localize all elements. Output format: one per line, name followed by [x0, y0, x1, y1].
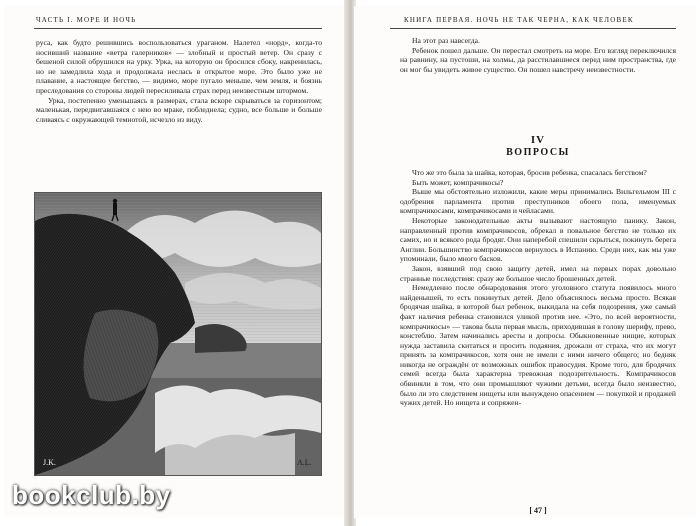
right-paragraph: Быть может, компрачикосы?: [412, 177, 504, 187]
engraving-illustration: [34, 192, 322, 476]
right-paragraph: Выше мы обстоятельно изложили, какие меры принимались Вильгельмом III с одобрения парламента против преступников обоего пола, именуемых компрачикосами, компрачикосами и чейласами.: [400, 187, 676, 216]
site-watermark: bookclub.by: [12, 480, 171, 510]
left-running-head: ЧАСТЬ I. МОРЕ И НОЧЬ: [36, 16, 137, 24]
right-paragraph: Что же это была за шайка, которая, бросив ребенка, спасалась бегством?: [412, 168, 647, 177]
left-page: [4, 6, 346, 518]
right-top-paragraph: На этот раз навсегда.: [412, 36, 480, 45]
left-paragraph: Урка, постепенно уменьшаясь в размерах, стала вскоре скрываться за горизонтом; маленькая, передвигавшаяся с нею во мраке, побледнела; судно, все больше и больше сливаясь с окружающей темнотой, исчезло из виду.: [36, 95, 322, 124]
right-running-head: КНИГА ПЕРВАЯ. НОЧЬ НЕ ТАК ЧЕРНА, КАК ЧЕЛОВЕК: [404, 16, 634, 24]
right-top-paragraph: Ребенок пошел дальше. Он перестал смотреть на море. Его взгляд переключился на равнину, на пустоши, на холмы, да расстилавшиеся перед ним пространства, где он мог бы увидеть живое существо. Он пошел навстречу неизвестности.: [400, 45, 676, 74]
chapter-number: IV: [530, 134, 546, 146]
left-header-rule: [34, 28, 322, 29]
right-paragraph: Немедленно после обнародования этого уголовного статута появилось много найденышей, то есть покинутых детей. Дело объяснялось весьма просто. Всякая бродячая шайка, в которой был ребенок, выкидала на себя подозрения, уже самый факт наличия ребенка становился уликой против нее. «Это, по всей вероятности, компрачикосы» — такова была первая мысль, приходившая в голову шерифу, прево, констеблю. Затем начинались аресты и допросы. Обыкновенные нищие, которых нужда заставила скитаться и просить подаяния, дрожали от страха, что их могут принять за компрачикосов, хотя они не имели с ними ничего общего; но бедняк никогда не ограждён от возможных ошибок правосудия. Кроме того, для бродячих семей всегда была характерна тревожная подозрительность. Компрачикосов обвиняли в том, что они промышляют чужими детьми, всегда было неизвестно, было ли это следствием нищеты или вынуждено опасением — покупкой и продажей чужих детей. Но нищета и сопряжен-: [400, 283, 676, 408]
chapter-title: ВОПРОСЫ: [506, 147, 570, 158]
page-number: [ 47 ]: [529, 506, 547, 515]
cliff-sea-engraving: [35, 193, 321, 475]
right-paragraph: Некоторые законодательные акты вызывают настоящую панику. Закон, направленный против компрачикосов, обрекал в повальное бегство не только их самих, но и всякого рода бродяг. Они наперебой спешили скрыться, покинуть берега Англии. Большинство компрачикосов вернулось в Испанию. Среди них, как мы уже упоминали, было много басков.: [400, 215, 676, 264]
right-header-rule: [390, 28, 676, 29]
right-page-top-text: [400, 36, 676, 116]
right-page-body-text: [400, 168, 676, 508]
right-paragraph: Закон, взявший под свою защиту детей, имел на первых порах довольно странные последствия: сразу же большое число брошенных детей.: [400, 263, 676, 283]
left-page-text: [36, 38, 322, 176]
left-paragraph: руса, как будто решившись воспользоваться ураганом. Налетел «норд», когда-то носивший название «ветра галерников» — злобный и простый ветер. Он сразу с бешеной силой обрушился на урку. Урка, на которую он бросился сбоку, накренилась, но не замедлила хода и продолжала неслась в открытое море. Это было уже не плавание, а настоящее бегство, — видимо, море пугало меньше, чем земля, и боязнь преследования со стороны людей пересиливала страх перед неизвестным штормом.: [36, 38, 322, 95]
engraver-signature-left: J.K.: [43, 458, 56, 467]
right-page: [354, 6, 696, 518]
engraver-signature-right: A.L.: [297, 458, 312, 467]
